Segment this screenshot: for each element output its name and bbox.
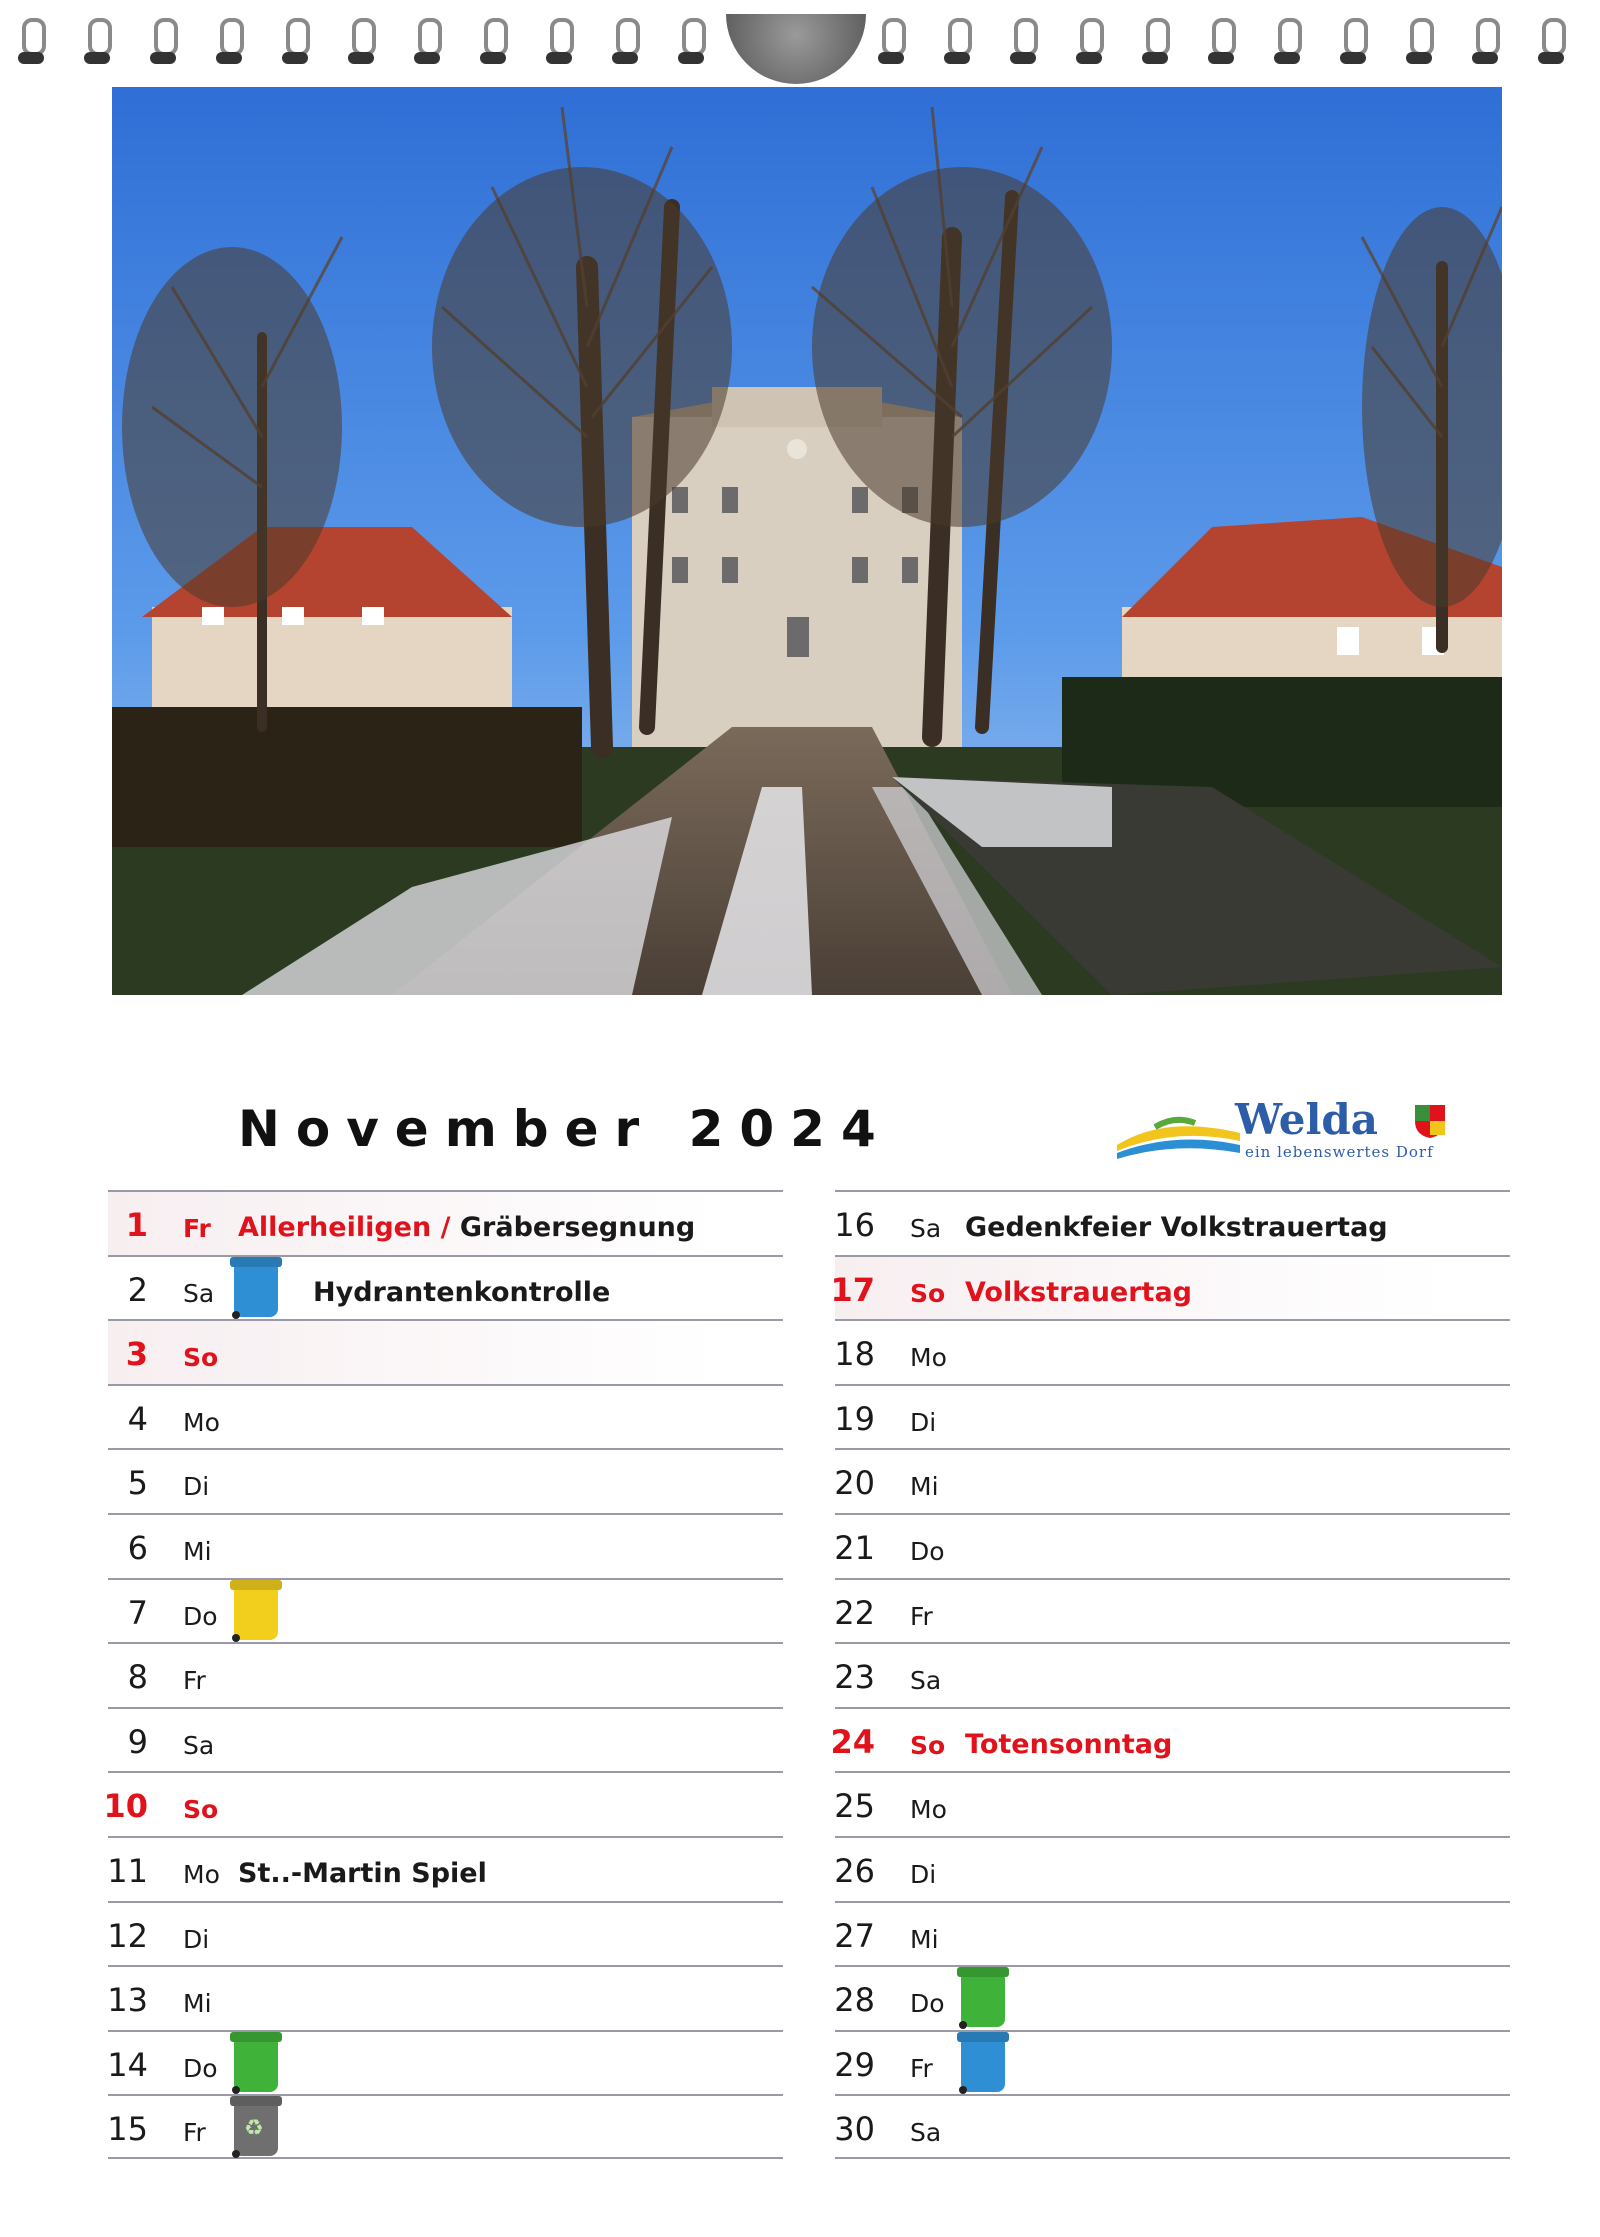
weekday-label: Mi (910, 1924, 939, 1954)
binding-ring (1472, 18, 1498, 64)
day-number: 20 (834, 1464, 875, 1503)
weekday-label: So (910, 1730, 946, 1760)
weekday-label: Fr (183, 2118, 206, 2148)
calendar-day-row (835, 1384, 1510, 1449)
day-event (965, 1277, 1192, 1308)
binding-ring (18, 18, 44, 64)
day-number: 30 (834, 2110, 875, 2149)
calendar-day-row (108, 1965, 783, 2030)
logo-tagline: ein lebenswertes Dorf (1245, 1143, 1434, 1161)
calendar-day-row (108, 1901, 783, 1966)
day-event (313, 1277, 610, 1308)
calendar-day-row (108, 1384, 783, 1449)
day-number: 14 (107, 2045, 148, 2084)
green-bin-icon (230, 2030, 282, 2094)
calendar-column-left (103, 1190, 783, 2159)
binding-ring (1274, 18, 1300, 64)
weekday-label: Mi (910, 1472, 939, 1502)
green-bin-icon (957, 1965, 1009, 2029)
calendar-day-row (835, 1642, 1510, 1707)
binding-ring (1010, 18, 1036, 64)
calendar-day-row (835, 1513, 1510, 1578)
calendar-day-row (108, 2030, 783, 2095)
weekday-label: Sa (183, 1730, 215, 1760)
weekday-label: Fr (183, 1666, 206, 1696)
yellow-bin-icon (230, 1578, 282, 1642)
weekday-label: So (183, 1795, 219, 1825)
estate-photo-image (112, 87, 1502, 995)
day-event (965, 1729, 1172, 1760)
day-number: 13 (107, 1981, 148, 2020)
weekday-label: Fr (910, 2053, 933, 2083)
calendar-day-row (835, 1190, 1510, 1255)
day-number: 25 (834, 1787, 875, 1826)
calendar-day-row (108, 1255, 783, 1320)
day-number: 18 (834, 1335, 875, 1374)
day-number: 12 (107, 1916, 148, 1955)
day-number: 5 (127, 1464, 148, 1503)
event-holiday-name: Allerheiligen / (238, 1212, 451, 1243)
calendar-day-row (108, 1707, 783, 1772)
binding-ring (216, 18, 242, 64)
day-event (238, 1212, 695, 1243)
calendar-day-row (835, 1771, 1510, 1836)
binding-ring (414, 18, 440, 64)
binding-ring (678, 18, 704, 64)
binding-ring (1538, 18, 1564, 64)
calendar-day-row (108, 1513, 783, 1578)
day-number: 29 (834, 2045, 875, 2084)
weekday-label: Mo (910, 1795, 947, 1825)
calendar-day-row (835, 2030, 1510, 2095)
calendar-day-row (835, 2094, 1510, 2159)
calendar-day-row (103, 1771, 783, 1836)
calendar-day-row (830, 1255, 1510, 1320)
calendar-day-row (108, 1190, 783, 1255)
day-number: 28 (834, 1981, 875, 2020)
calendar-day-row (108, 1578, 783, 1643)
binding-ring (480, 18, 506, 64)
coat-of-arms-icon (1413, 1103, 1447, 1139)
weekday-label: Di (910, 1407, 937, 1437)
day-number: 11 (107, 1851, 148, 1890)
calendar-day-row (835, 1836, 1510, 1901)
day-number: 16 (834, 1206, 875, 1244)
day-event (965, 1212, 1388, 1243)
calendar-day-row (835, 1578, 1510, 1643)
binding-ring (878, 18, 904, 64)
day-number: 1 (125, 1206, 148, 1244)
weekday-label: Di (183, 1472, 210, 1502)
calendar-day-row (835, 1965, 1510, 2030)
month-title: November 2024 (238, 1100, 892, 1158)
weekday-label: Mo (183, 1407, 220, 1437)
hanger-hook (726, 14, 866, 84)
day-number: 10 (103, 1787, 148, 1826)
weekday-label: Do (910, 1989, 945, 2019)
day-event (238, 1858, 487, 1889)
weekday-label: Fr (183, 1214, 211, 1243)
calendar-day-row (108, 1448, 783, 1513)
binding-ring (944, 18, 970, 64)
weekday-label: Di (183, 1924, 210, 1954)
day-number: 23 (834, 1658, 875, 1697)
binding-ring (1340, 18, 1366, 64)
binding-ring (348, 18, 374, 64)
weekday-label: Sa (910, 1666, 942, 1696)
calendar-column-right (830, 1190, 1510, 2159)
binding-ring (1142, 18, 1168, 64)
blue-bin-icon (957, 2030, 1009, 2094)
calendar-day-row (835, 1901, 1510, 1966)
weekday-label: Mi (183, 1536, 212, 1566)
weekday-label: Sa (910, 1214, 942, 1243)
logo-wave-icon (1115, 1105, 1245, 1160)
grey-recycling-bin-icon: ♻ (230, 2094, 282, 2158)
calendar-day-row (830, 1707, 1510, 1772)
day-number: 15 (107, 2110, 148, 2149)
weekday-label: Di (910, 1859, 937, 1889)
day-number: 3 (125, 1335, 148, 1374)
blue-bin-icon (230, 1255, 282, 1319)
calendar-day-row (108, 1642, 783, 1707)
calendar-day-row (108, 1836, 783, 1901)
day-number: 7 (127, 1593, 148, 1632)
weekday-label: Mo (910, 1343, 947, 1373)
day-number: 19 (834, 1399, 875, 1438)
weekday-label: So (910, 1278, 946, 1308)
weekday-label: So (183, 1343, 219, 1373)
event-text: Gedenkfeier Volkstrauertag (965, 1212, 1388, 1243)
event-text: Gräbersegnung (450, 1212, 696, 1243)
event-holiday-name: Totensonntag (965, 1728, 1173, 1760)
weekday-label: Mi (183, 1989, 212, 2019)
weekday-label: Do (183, 1601, 218, 1631)
day-number: 6 (127, 1528, 148, 1567)
day-number: 9 (127, 1722, 148, 1761)
event-holiday-name: Volkstrauertag (965, 1276, 1192, 1308)
calendar-day-row (108, 1319, 783, 1384)
day-number: 24 (830, 1722, 875, 1761)
binding-ring (546, 18, 572, 64)
event-text: St..-Martin Spiel (238, 1857, 487, 1889)
binding-ring (612, 18, 638, 64)
calendar-photo (112, 87, 1502, 995)
spiral-binding (0, 0, 1600, 80)
day-number: 4 (127, 1399, 148, 1438)
logo-name: Welda (1235, 1095, 1379, 1144)
binding-ring (282, 18, 308, 64)
calendar-day-row (835, 1448, 1510, 1513)
weekday-label: Do (910, 1536, 945, 1566)
weekday-label: Mo (183, 1859, 220, 1889)
weekday-label: Fr (910, 1601, 933, 1631)
binding-ring (150, 18, 176, 64)
calendar-day-row (108, 2094, 783, 2159)
day-number: 27 (834, 1916, 875, 1955)
day-number: 17 (830, 1270, 875, 1309)
event-text: Hydrantenkontrolle (313, 1276, 611, 1308)
day-number: 22 (834, 1593, 875, 1632)
day-number: 26 (834, 1851, 875, 1890)
calendar-day-row (835, 1319, 1510, 1384)
binding-ring (84, 18, 110, 64)
binding-ring (1208, 18, 1234, 64)
day-number: 21 (834, 1528, 875, 1567)
day-number: 8 (127, 1658, 148, 1697)
weekday-label: Sa (183, 1278, 215, 1308)
day-number: 2 (127, 1270, 148, 1309)
binding-ring (1406, 18, 1432, 64)
welda-logo (1115, 1095, 1465, 1165)
weekday-label: Do (183, 2053, 218, 2083)
binding-ring (1076, 18, 1102, 64)
weekday-label: Sa (910, 2118, 942, 2148)
